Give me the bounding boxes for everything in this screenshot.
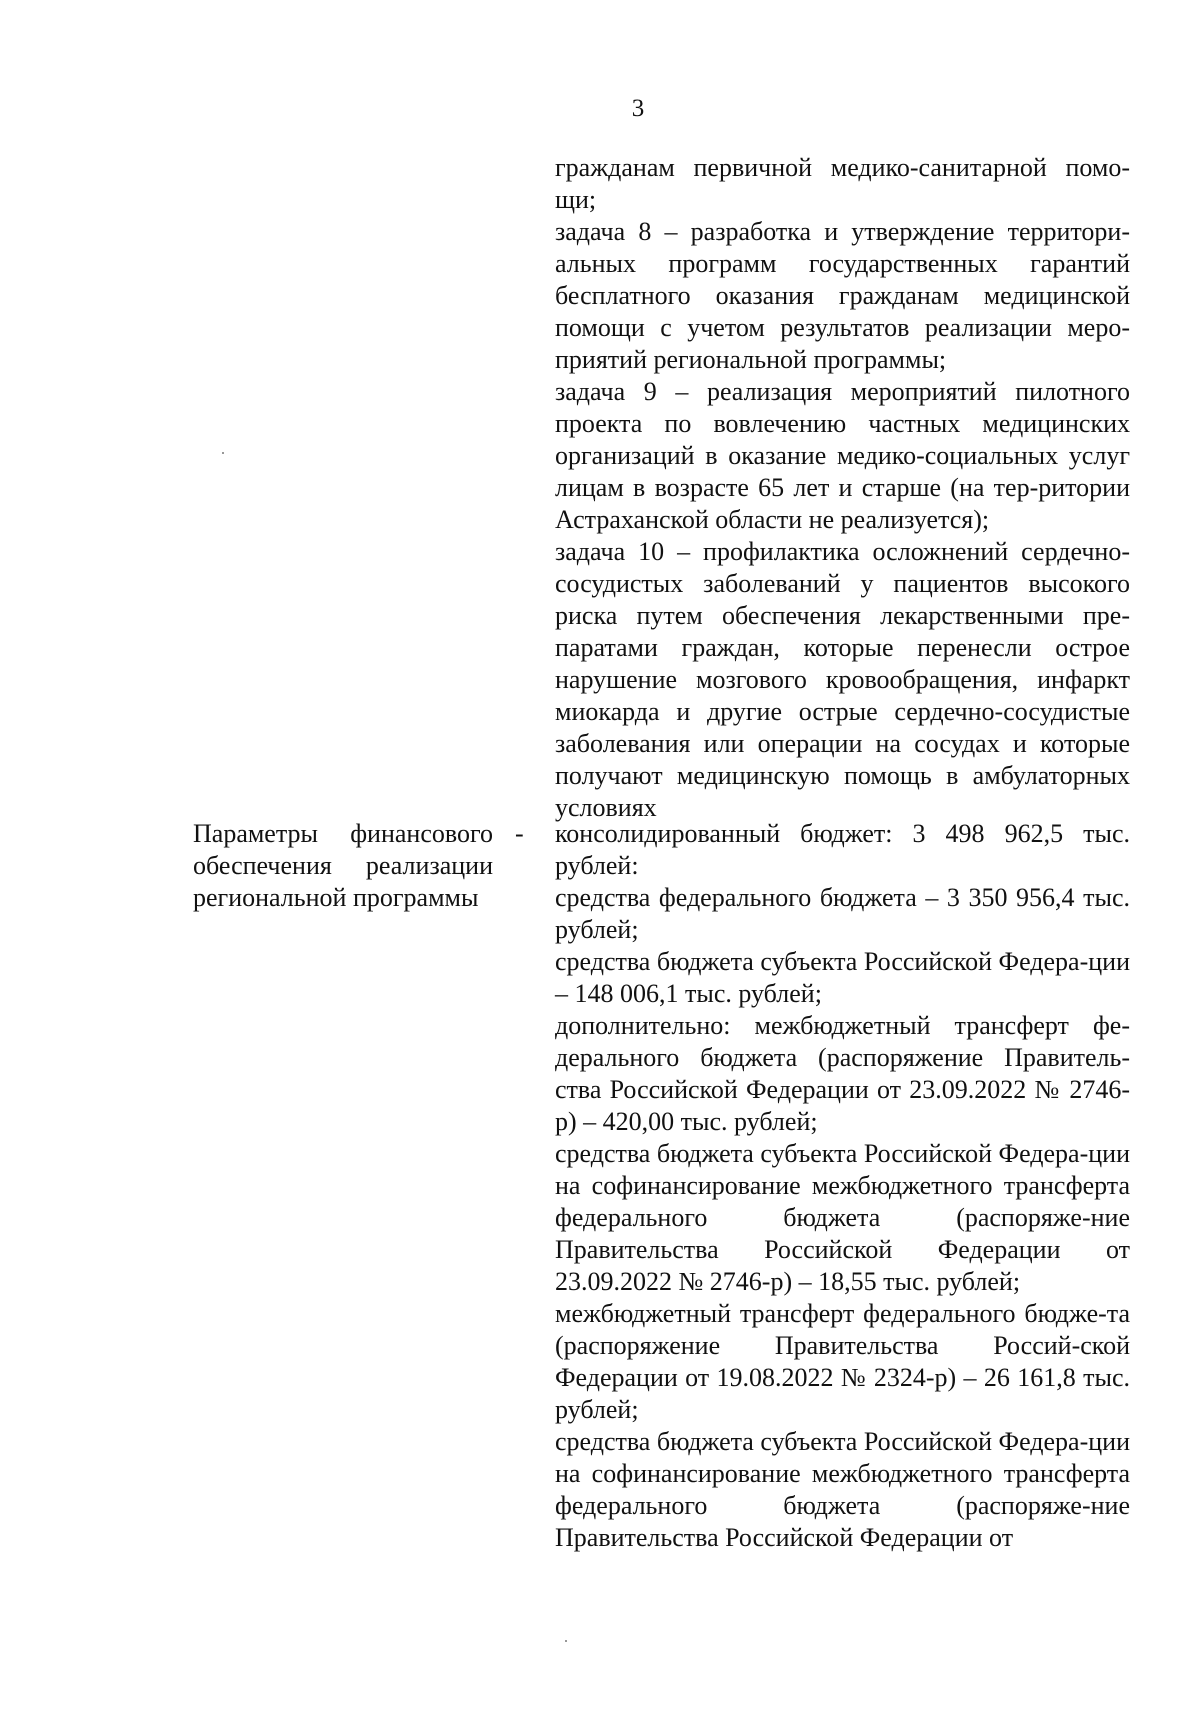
task-7-tail: гражданам первичной медико-санитарной помо-щи; <box>555 153 1130 214</box>
tasks-continuation <box>555 152 1130 824</box>
financing-regional: средства бюджета субъекта Российской Федера-ции – 148 006,1 тыс. рублей; <box>555 947 1130 1008</box>
financing-dash: - <box>515 819 524 848</box>
financing-additional-transfer: дополнительно: межбюджетный трансферт фе-дерального бюджета (распоряжение Правитель-ства Российской Федерации от 23.09.2022 № 2746-р) – 420,00 тыс. рублей; <box>555 1011 1130 1136</box>
financing-consolidated: консолидированный бюджет: 3 498 962,5 тыс. рублей: <box>555 819 1130 880</box>
financing-label: Параметры финансового обеспечения реализации региональной программы <box>193 819 493 912</box>
financing-federal: средства федерального бюджета – 3 350 956,4 тыс. рублей; <box>555 883 1130 944</box>
financing-details <box>555 818 1130 1554</box>
scan-speck <box>565 1640 567 1642</box>
scan-speck <box>222 452 224 454</box>
page-number: 3 <box>631 95 645 122</box>
financing-transfer-2324: межбюджетный трансферт федерального бюдже-та (распоряжение Правительства Россий-ской Федерации от 19.08.2022 № 2324-р) – 26 161,8 тыс. рублей; <box>555 1299 1130 1424</box>
task-10: задача 10 – профилактика осложнений сердечно-сосудистых заболеваний у пациентов высокого риска путем обеспечения лекарственными пре-паратами граждан, которые перенесли острое нарушение мозгового кровообращения, инфаркт миокарда и другие острые сердечно-сосудистые заболевания или операции на сосудах и которые получают медицинскую помощь в амбулаторных условиях <box>555 537 1130 822</box>
task-8: задача 8 – разработка и утверждение территори-альных программ государственных гарантий бесплатного оказания гражданам медицинской помощи с учетом результатов реализации меро-приятий региональной программы; <box>555 217 1130 374</box>
financing-cofinancing-2: средства бюджета субъекта Российской Федера-ции на софинансирование межбюджетного трансферта федерального бюджета (распоряже-ние Правительства Российской Федерации от <box>555 1427 1130 1552</box>
financing-cofinancing-1: средства бюджета субъекта Российской Федера-ции на софинансирование межбюджетного трансферта федерального бюджета (распоряже-ние Правительства Российской Федерации от 23.09.2022 № 2746-р) – 18,55 тыс. рублей; <box>555 1139 1130 1296</box>
task-9: задача 9 – реализация мероприятий пилотного проекта по вовлечению частных медицинских организаций в оказание медико-социальных услуг лицам в возрасте 65 лет и старше (на тер-ритории Астраханской области не реализуется); <box>555 377 1130 534</box>
